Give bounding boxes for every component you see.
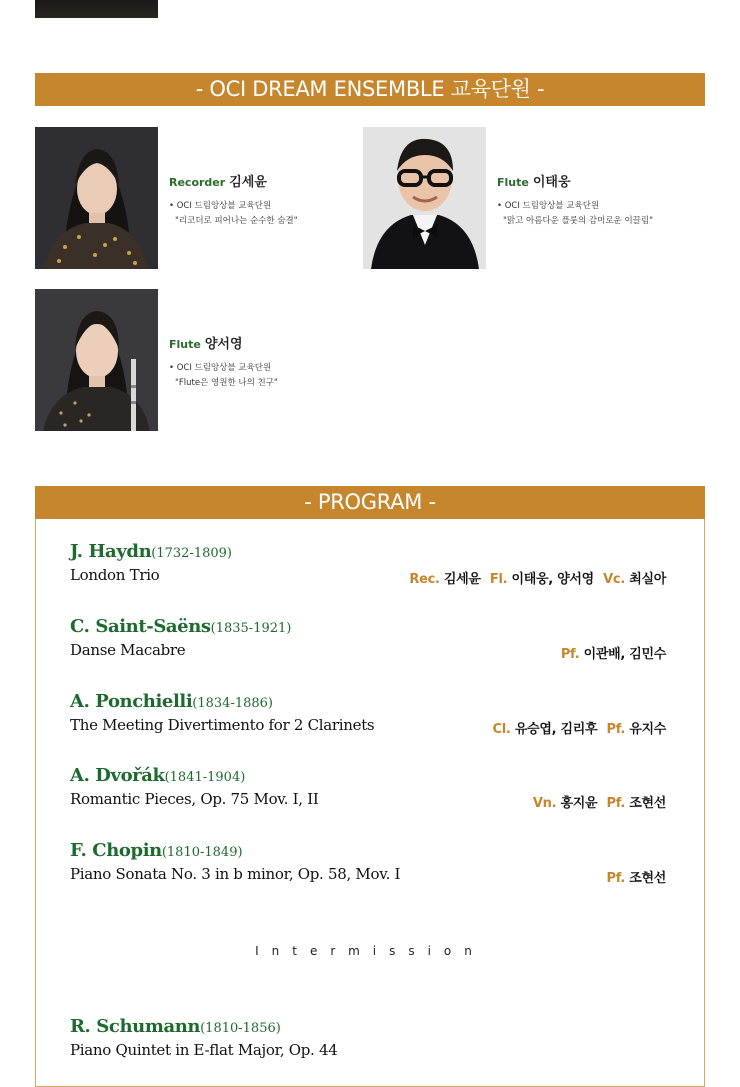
member-info — [169, 171, 369, 229]
program-item — [70, 691, 668, 741]
performers — [556, 643, 666, 662]
member-info — [169, 333, 369, 391]
member-role: • OCI 드림앙상블 교육단원 — [497, 201, 600, 211]
composer-name: J. Haydn — [70, 541, 152, 562]
performer-instrument: Rec. — [409, 572, 440, 587]
composer-name: C. Saint-Saëns — [70, 616, 211, 637]
program-item — [70, 840, 668, 890]
work-title: Piano Quintet in E-flat Major, Op. 44 — [70, 1041, 338, 1059]
member-role: • OCI 드림앙상블 교육단원 — [169, 201, 272, 211]
performer-photo-partial — [35, 0, 158, 18]
work-title: Romantic Pieces, Op. 75 Mov. I, II — [70, 790, 319, 808]
performers — [601, 867, 666, 886]
performer-instrument: Fl. — [489, 572, 508, 587]
member-info — [497, 171, 697, 229]
member-photo — [363, 127, 486, 269]
program-item — [70, 1016, 668, 1066]
composer — [70, 765, 668, 786]
ensemble-section-banner: - OCI DREAM ENSEMBLE 교육단원 - — [35, 73, 705, 106]
member-card — [35, 127, 365, 269]
member-instrument: Recorder — [169, 176, 226, 189]
performer-instrument: Pf. — [606, 796, 625, 811]
member-quote: "리코더로 피어나는 순수한 숨결" — [175, 216, 298, 226]
performer-names: 조현선 — [629, 871, 666, 886]
member-description — [497, 199, 697, 229]
performers — [404, 568, 666, 587]
member-name: 김세윤 — [229, 175, 267, 190]
work-title: Danse Macabre — [70, 641, 186, 659]
performer-names: 조현선 — [629, 796, 666, 811]
composer-years: (1810-1856) — [200, 1021, 281, 1036]
performer-names: 유승엽, 김리후 — [514, 722, 598, 737]
composer-years: (1835-1921) — [210, 621, 292, 636]
composer-years: (1810-1849) — [161, 845, 243, 860]
work-title: Piano Sonata No. 3 in b minor, Op. 58, Mov. I — [70, 865, 401, 883]
composer — [70, 541, 668, 562]
member-quote: "Flute은 영원한 나의 친구" — [175, 378, 278, 388]
member-quote: "맑고 아름다운 플룻의 감미로운 이끌림" — [503, 216, 654, 226]
program-section-banner: - PROGRAM - — [35, 486, 705, 519]
performer-names: 이관배, 김민수 — [583, 647, 666, 662]
member-name-line — [169, 171, 369, 190]
performers — [528, 792, 666, 811]
performer-instrument: Pf. — [606, 871, 625, 886]
member-instrument: Flute — [169, 338, 201, 351]
composer-name: R. Schumann — [70, 1016, 201, 1037]
performer-names: 최실아 — [629, 572, 666, 587]
member-photo — [35, 127, 158, 269]
composer — [70, 840, 668, 861]
performers — [488, 718, 666, 737]
composer-years: (1834-1886) — [192, 696, 274, 711]
composer — [70, 616, 668, 637]
performer-instrument: Vn. — [532, 796, 557, 811]
program-item — [70, 765, 668, 815]
member-name: 양서영 — [204, 337, 243, 352]
performer-instrument: Pf. — [560, 647, 580, 662]
performer-names: 유지수 — [629, 722, 666, 737]
member-description — [169, 361, 369, 391]
member-card — [363, 127, 693, 269]
intermission-label: Intermission — [255, 944, 485, 958]
member-role: • OCI 드림앙상블 교육단원 — [169, 363, 272, 373]
work-title: The Meeting Divertimento for 2 Clarinets — [70, 716, 375, 734]
member-instrument: Flute — [497, 176, 529, 189]
composer-years: (1732-1809) — [151, 546, 232, 561]
performer-names: 이태웅, 양서영 — [511, 572, 594, 587]
program-item — [70, 541, 668, 591]
work-title: London Trio — [70, 566, 160, 584]
member-name-line — [497, 171, 697, 190]
performer-names: 홍지윤 — [560, 796, 598, 811]
member-name-line — [169, 333, 369, 352]
composer-years: (1841-1904) — [164, 770, 246, 785]
member-description — [169, 199, 369, 229]
member-name: 이태웅 — [532, 175, 571, 190]
performer-instrument: Vc. — [603, 572, 625, 587]
performer-names: 김세윤 — [443, 572, 481, 587]
performer-instrument: Cl. — [492, 722, 511, 737]
composer — [70, 691, 668, 712]
composer-name: A. Ponchielli — [70, 691, 193, 712]
member-card — [35, 289, 365, 431]
composer-name: A. Dvořák — [70, 765, 165, 786]
composer-name: F. Chopin — [70, 840, 162, 861]
member-photo — [35, 289, 158, 431]
composer — [70, 1016, 668, 1037]
performer-instrument: Pf. — [606, 722, 625, 737]
program-item — [70, 616, 668, 666]
